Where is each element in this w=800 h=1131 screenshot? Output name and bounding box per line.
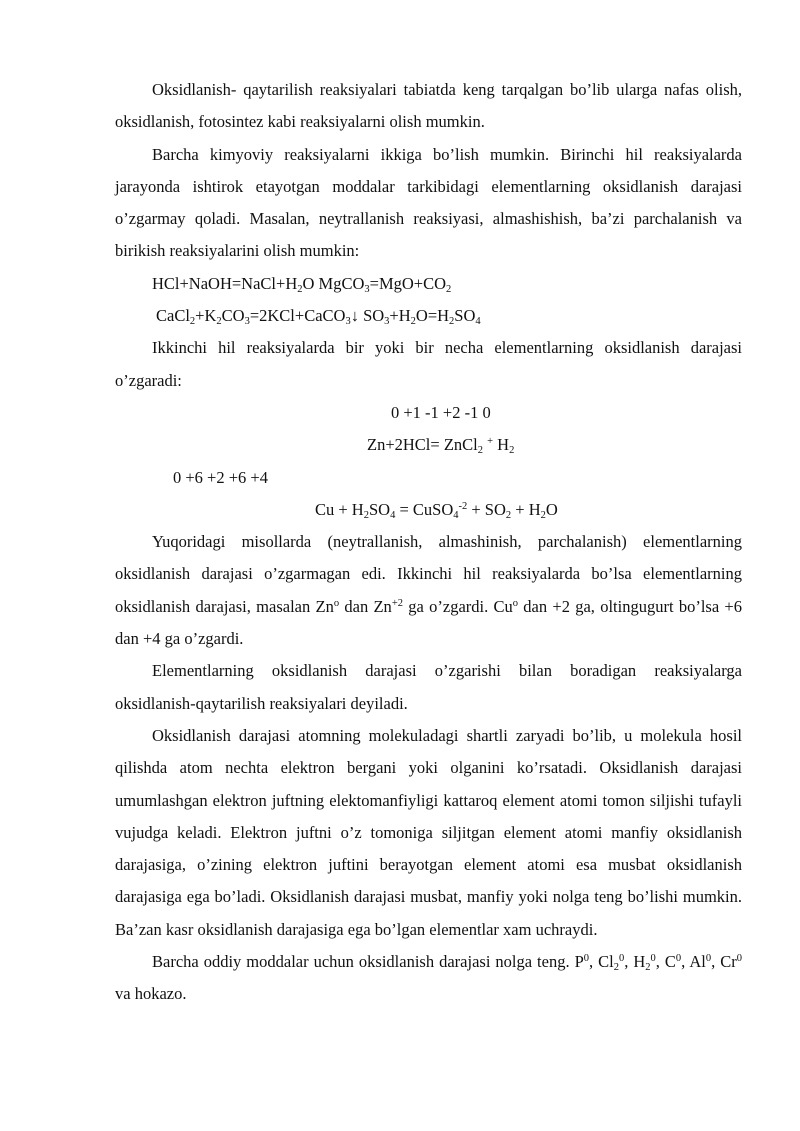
- paragraph-simple-substances: Barcha oddiy moddalar uchun oksidlanish darajasi nolga teng. $P^0$, $Cl_2^0$, $H_2^0$, $C^0$, Al$^0$, Cr$^0$ va hokazo.: [115, 952, 743, 1004]
- equation-copper: $Cu + H_2SO_4$ = CuSO$_4^{-2}$ + $SO_2 + H_2O$: [315, 499, 558, 521]
- paragraph-examples: Yuqoridagi misollarda (neytrallanish, almashinish, parchalanish) elementlarning oksidlanish darajasi o’zgarmagan edi. Ikkinchi hil reaksiyalarda bo’lsa elementlarning oksidlanish darajasi, masalan Zn$^o$ dan $Zn^{+2}$ ga o’zgardi. Cu$^o$ dan +2 ga, oltingugurt bo’lsa +6 dan +4 ga o’zgardi.: [115, 532, 742, 649]
- equation-line-2: $CaCl_2+K_2CO_3=2KCl+CaCO_3↓$ $SO_3+H_2O=H_2SO_4$: [156, 306, 481, 328]
- paragraph-second-type: Ikkinchi hil reaksiyalarda bir yoki bir necha elementlarning oksidlanish darajasi o’zgaradi:: [115, 338, 742, 390]
- paragraph-reaction-types: Barcha kimyoviy reaksiyalarni ikkiga bo’lish mumkin. Birinchi hil reaksiyalarda jarayonda ishtirok etayotgan moddalar tarkibidagi elementlarning oksidlanish darajasi o’zgarmay qoladi. Masalan, neytrallanish reaksiyasi, almashishish, ba’zi parchalanish va birikish reaksiyalarini olish mumkin:: [115, 144, 742, 261]
- paragraph-oxidation-state: Oksidlanish darajasi atomning molekuladagi shartli zaryadi bo’lib, u molekula hosil qilishda atom nechta elektron bergani yoki olganini ko’rsatadi. Oksidlanish darajasi umumlashgan elektron juftning elektomanfiyligi kattaroq element atomi tomon siljishi tufayli vujudga keladi. Elektron juftni o’z tomoniga siljitgan element atomi manfiy oksidlanish darajasiga, o’zining elektron juftini berayotgan element atomi esa musbat oksidlanish darajasiga ega bo’ladi. Oksidlanish darajasi musbat, manfiy yoki nolga teng bo’lishi mumkin. Ba’zan kasr oksidlanish darajasiga ega bo’lgan elementlar xam uchraydi.: [115, 725, 742, 939]
- oxidation-states-2: 0 +6 +2 +6 +4: [173, 467, 268, 487]
- paragraph-intro: Oksidlanish- qaytarilish reaksiyalari tabiatda keng tarqalgan bo’lib ularga nafas olish, oksidlanish, fotosintez kabi reaksiyalarni olish mumkin.: [115, 80, 742, 132]
- paragraph-definition: Elementlarning oksidlanish darajasi o’zgarishi bilan boradigan reaksiyalarga oksidlanish-qaytarilish reaksiyalari deyiladi.: [115, 661, 742, 713]
- document-page: [115, 74, 742, 1011]
- oxidation-states-1: 0 +1 -1 +2 -1 0: [391, 402, 491, 422]
- equation-line-1: $HCl+NaOH=NaCl+H_2O$ $MgCO_3=MgO+CO_2$: [152, 273, 452, 295]
- equation-zinc: Zn+2HCl= ZnCl$_2$ + $H_2$: [367, 435, 515, 457]
